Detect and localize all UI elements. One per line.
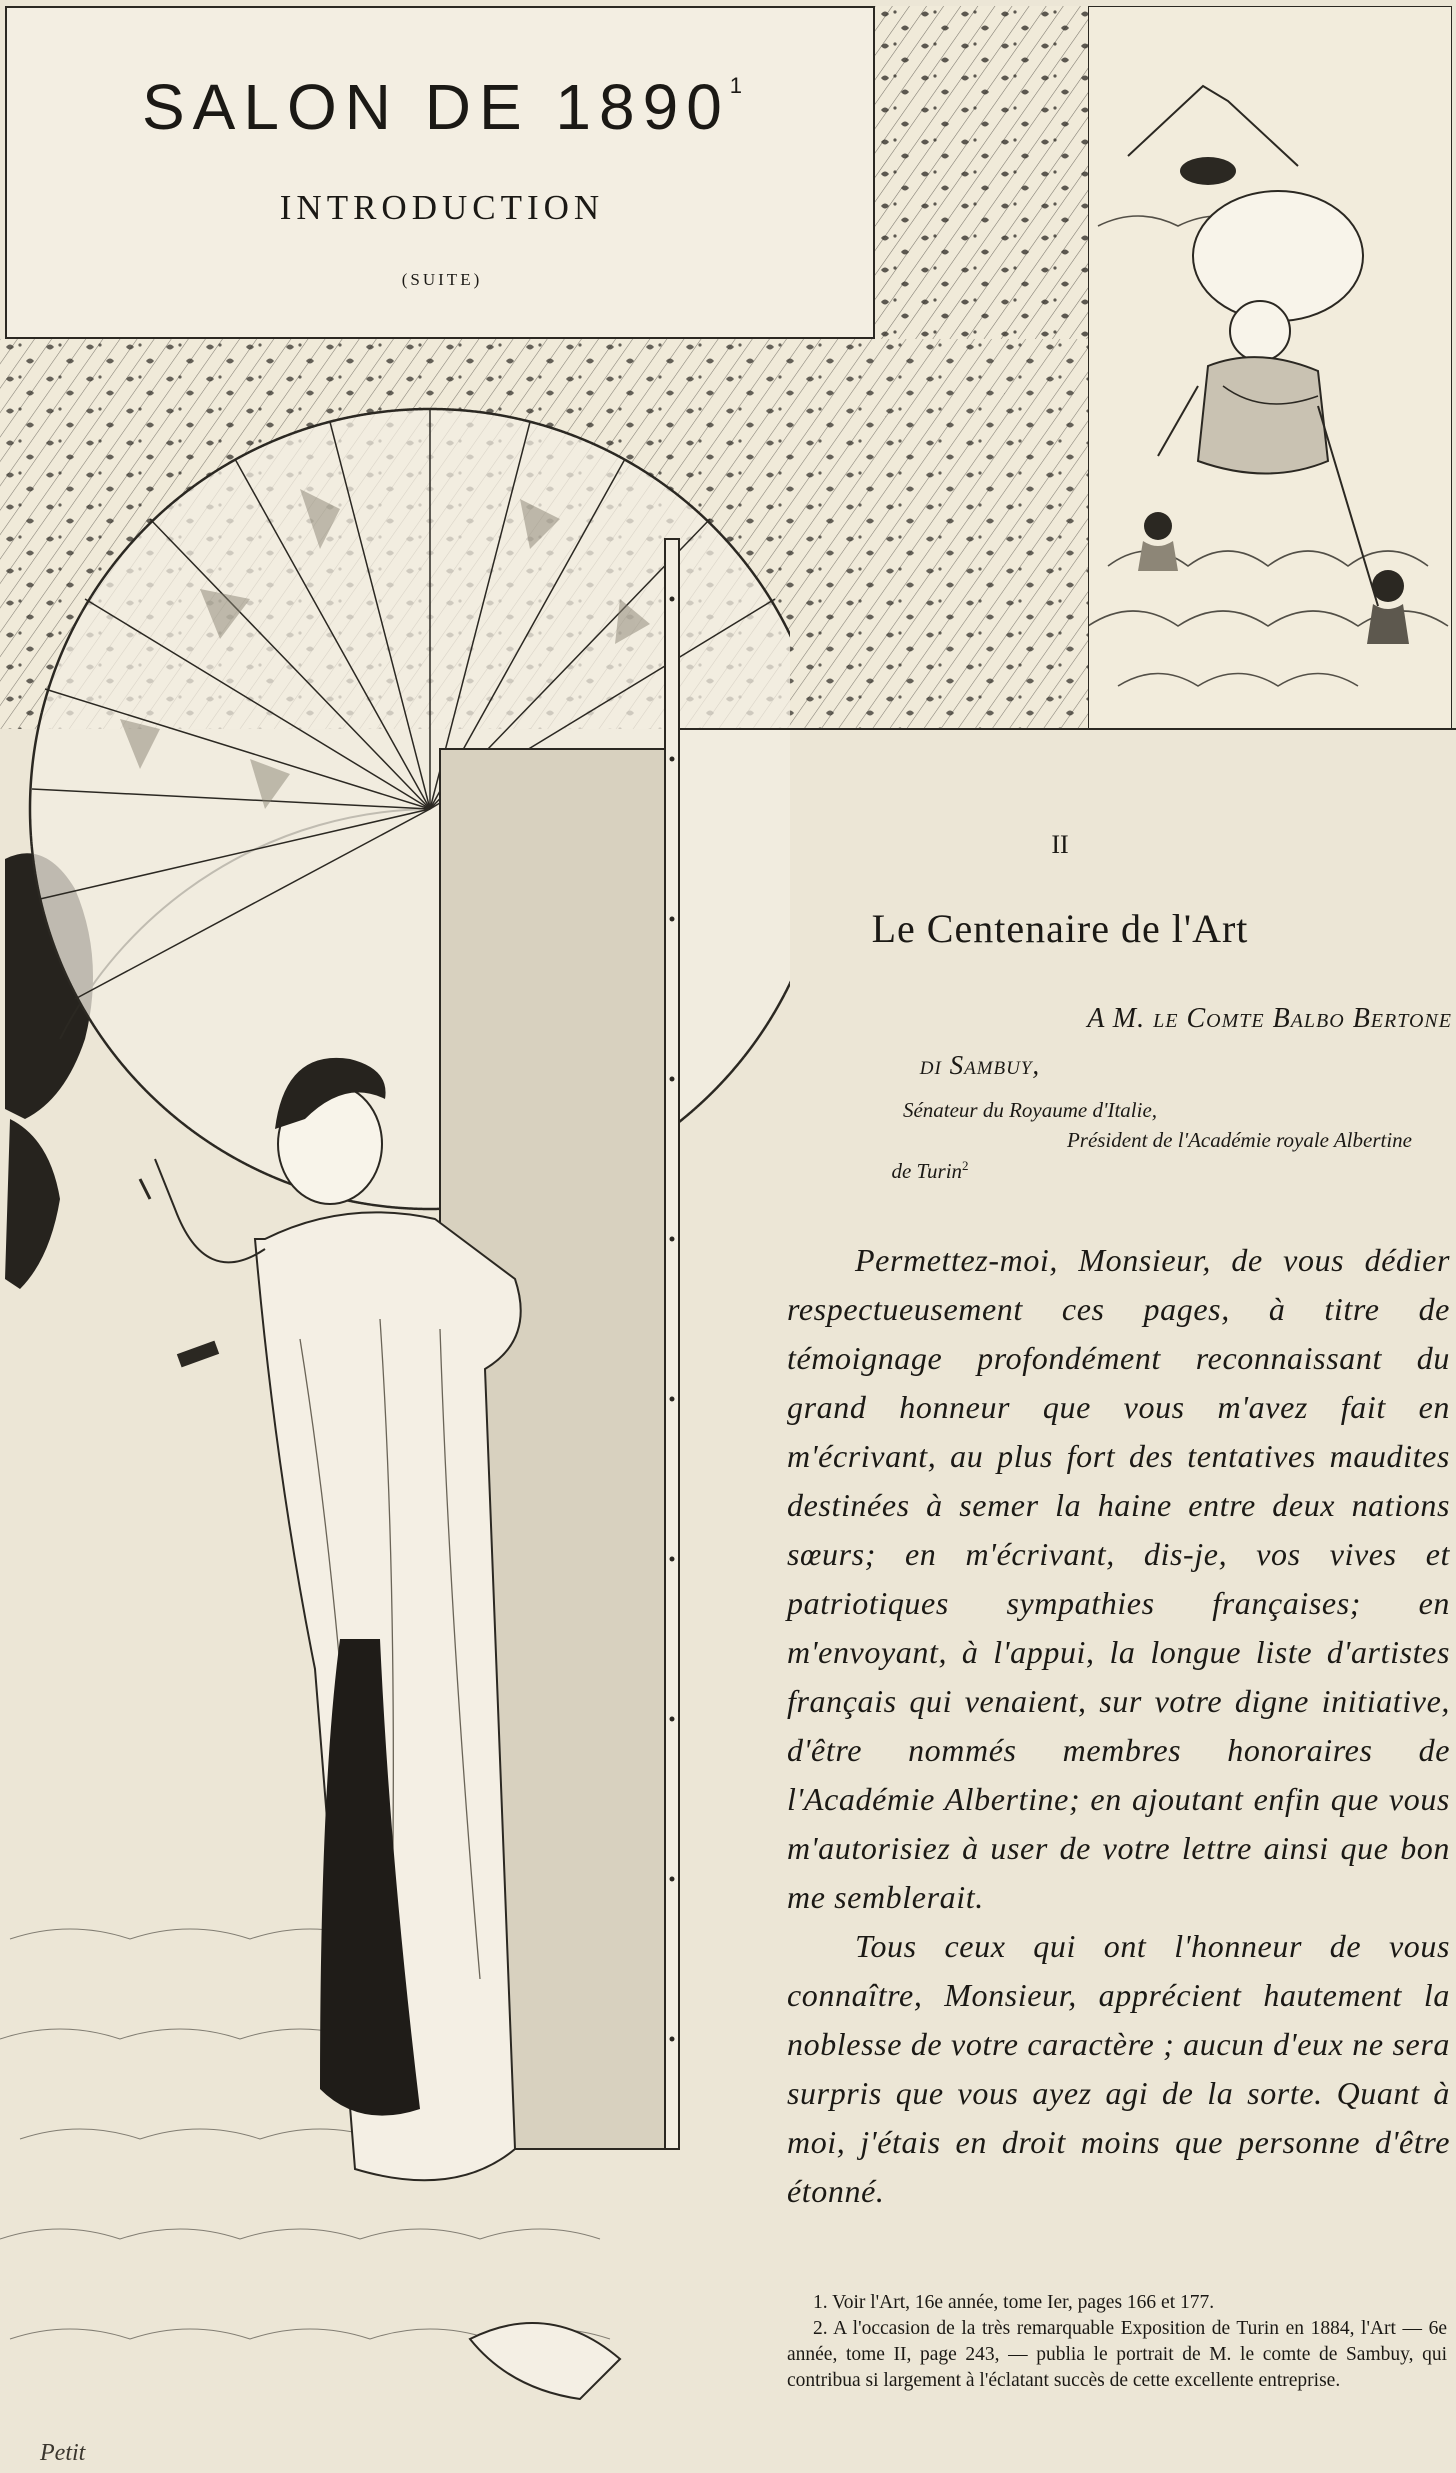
dedication-footnote-mark[interactable]: 2 xyxy=(962,1158,969,1173)
footnote-1: 1. Voir l'Art, 16e année, tome Ier, pages 166 et 177. xyxy=(813,2292,1215,2313)
footnotes xyxy=(787,2290,1447,2394)
body-paragraph-2: Tous ceux qui ont l'honneur de vous connaître, Monsieur, apprécient hautement la noblesse de votre caractère ; aucun d'eux ne sera surpris que vous ayez agi de la sorte. Quant à moi, j'étais en droit moins que personne d'être étonné. xyxy=(787,1928,1450,2209)
body-text xyxy=(787,1236,1450,2216)
title-box xyxy=(5,6,875,339)
section-number: II xyxy=(1051,830,1069,859)
rain-panel-illustration xyxy=(875,6,1090,339)
suite-label: (SUITE) xyxy=(401,270,483,289)
section-title: Le Centenaire de l'Art xyxy=(871,906,1249,951)
subtitle: INTRODUCTION xyxy=(279,188,605,227)
dedication-line-1: A M. le Comte Balbo Bertone xyxy=(1087,1003,1452,1034)
dedication-line-3: Sénateur du Royaume d'Italie, xyxy=(902,1098,1158,1122)
main-title xyxy=(7,70,877,144)
illustration-frame-line xyxy=(678,728,1456,730)
artist-signature: Petit xyxy=(40,2440,86,2466)
title-footnote-mark[interactable]: 1 xyxy=(729,73,743,98)
deity-print-illustration xyxy=(1088,6,1452,730)
dedication-line-5-text: de Turin xyxy=(891,1159,963,1183)
woman-parasol-illustration xyxy=(0,339,790,2439)
dedication-line-4: Président de l'Académie royale Albertine xyxy=(1066,1128,1412,1152)
dedication-line-5 xyxy=(720,1158,1140,1184)
dedication-line-2: di Sambuy, xyxy=(919,1050,1041,1080)
body-paragraph-1: Permettez-moi, Monsieur, de vous dédier respectueusement ces pages, à titre de témoignage profondément reconnaissant du grand honneur que vous m'avez fait en m'écrivant, au plus fort des tentatives maudites destinées à semer la haine entre deux nations sœurs; en m'écrivant, dis-je, vos vives et patriotiques sympathies françaises; en m'envoyant, à l'appui, la longue liste d'artistes français qui venaient, sur votre digne initiative, d'être nommés membres honoraires de l'Académie Albertine; en ajoutant enfin que vous m'autorisiez à user de votre lettre ainsi que bon me semblerait. xyxy=(787,1242,1450,1915)
main-title-text: SALON DE 1890 xyxy=(141,71,730,143)
footnote-2: 2. A l'occasion de la très remarquable Exposition de Turin en 1884, l'Art — 6e année, tome II, page 243, — publia le portrait de M. le comte de Sambuy, qui contribua si largement à l'éclatant succès de cette excellente entreprise. xyxy=(787,2318,1447,2391)
